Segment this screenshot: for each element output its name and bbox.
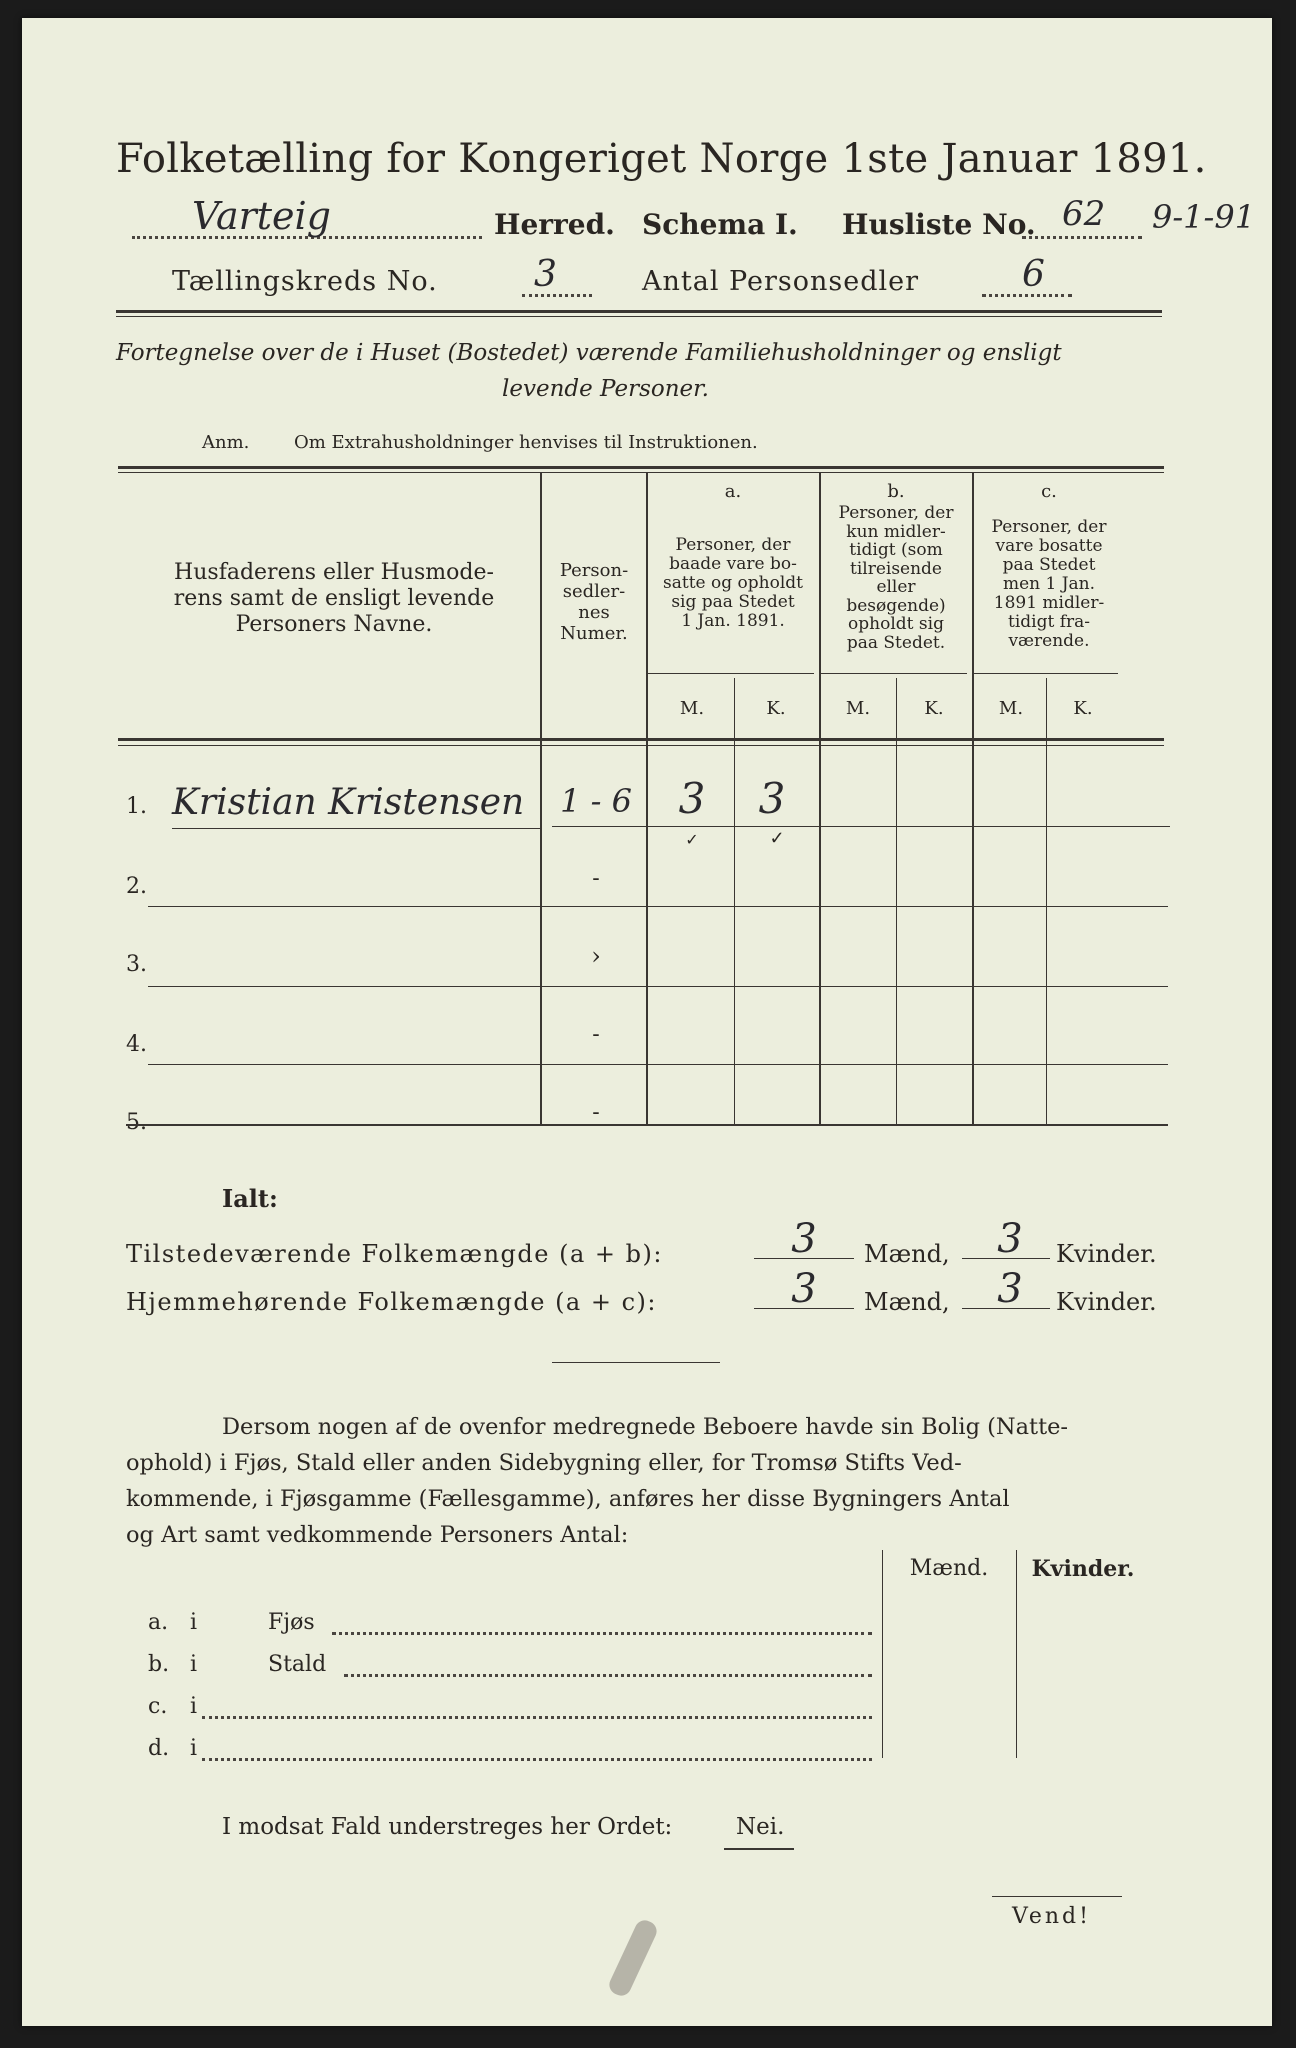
bottom-row-c-dots xyxy=(202,1716,872,1719)
row-1-name: Kristian Kristensen xyxy=(172,782,525,823)
col-divider-a-mk xyxy=(734,678,735,1126)
b-mk-rule xyxy=(819,673,967,674)
hjemme-kvinder: 3 xyxy=(997,1266,1023,1312)
row-5-number: 5. xyxy=(126,1110,147,1135)
ink-blot xyxy=(606,1917,660,1999)
bottom-row-a-letter: a. xyxy=(148,1610,169,1635)
row-4-sedler: - xyxy=(592,1022,600,1047)
anm-text: Om Extrahusholdninger henvises til Instruktionen. xyxy=(294,432,758,453)
herred-value: Varteig xyxy=(192,194,332,238)
bottom-row-b-label: Stald xyxy=(268,1652,327,1677)
bottom-row-a-prefix: i xyxy=(190,1610,198,1635)
schema-label: Schema I. xyxy=(642,208,798,241)
bottom-row-b-dots xyxy=(344,1674,872,1677)
bottom-row-c-letter: c. xyxy=(148,1694,168,1719)
a-m-label: M. xyxy=(679,698,705,719)
header-b-letter: b. xyxy=(887,481,905,502)
table-top-rule-thin xyxy=(118,472,1164,473)
row-3-line xyxy=(148,986,1168,987)
c-m-label: M. xyxy=(998,698,1024,719)
table-header-bottom-rule-thin xyxy=(118,745,1164,746)
row-1-cells-line xyxy=(552,826,1170,827)
tilstede-maend-label: Mænd, xyxy=(864,1240,950,1268)
separator-short-rule xyxy=(552,1362,720,1363)
form-title: Folketælling for Kongeriget Norge 1ste Januar 1891. xyxy=(116,136,1207,182)
row-2-number: 2. xyxy=(126,874,147,899)
header-a: Personer, der baade vare bo- satte og opholdt sig paa Stedet 1 Jan. 1891. xyxy=(663,535,803,631)
kreds-dotted-line xyxy=(522,294,592,297)
row-3-number: 3. xyxy=(126,952,147,977)
hjemme-maend-label: Mænd, xyxy=(864,1288,950,1316)
a-mk-rule xyxy=(646,673,814,674)
nei-underline xyxy=(724,1848,794,1850)
header-c: Personer, der vare bosatte paa Stedet men 1 Jan. 1891 midler- tidigt fra- værende. xyxy=(991,517,1107,651)
row-1-line xyxy=(172,828,540,829)
hjemme-label: Hjemmehørende Folkemængde (a + c): xyxy=(126,1288,657,1316)
bottom-maend-header: Mænd. xyxy=(909,1556,989,1581)
bottom-row-b-letter: b. xyxy=(148,1652,170,1677)
paragraph-line-3: kommende, i Fjøsgamme (Fællesgamme), anføres her disse Bygningers Antal xyxy=(126,1486,1010,1512)
tilstede-kvinder: 3 xyxy=(997,1216,1023,1262)
b-k-label: K. xyxy=(924,698,944,719)
header-rule-thin xyxy=(116,316,1162,317)
herred-label: Herred. xyxy=(494,208,615,241)
vend-label: Vend! xyxy=(1012,1904,1091,1929)
bottom-row-a-dots xyxy=(332,1632,872,1635)
table-bottom-rule xyxy=(126,1124,1168,1126)
paragraph-line-4: og Art samt vedkommende Personers Antal: xyxy=(126,1522,629,1548)
row-1-number: 1. xyxy=(126,794,147,819)
ialt-label: Ialt: xyxy=(222,1184,278,1213)
header-rule-thick xyxy=(116,310,1162,313)
kreds-value: 3 xyxy=(534,254,557,295)
row-2-sedler: - xyxy=(592,866,600,891)
footer-text: I modsat Fald understreges her Ordet: xyxy=(222,1814,673,1840)
antal-value: 6 xyxy=(1022,254,1045,295)
c-mk-rule xyxy=(972,673,1118,674)
antal-label: Antal Personsedler xyxy=(642,266,920,297)
b-m-label: M. xyxy=(845,698,871,719)
table-top-rule xyxy=(118,466,1164,469)
row-4-number: 4. xyxy=(126,1032,147,1057)
husliste-dotted-line xyxy=(1022,236,1142,239)
census-form-page xyxy=(22,18,1272,2026)
anm-label: Anm. xyxy=(202,432,250,453)
header-c-letter: c. xyxy=(1041,481,1057,502)
subtitle-line-1: Fortegnelse over de i Huset (Bostedet) værende Familiehusholdninger og ensligt xyxy=(116,340,1062,366)
tilstede-maend: 3 xyxy=(791,1216,817,1262)
bottom-row-d-prefix: i xyxy=(190,1736,198,1761)
header-personsedler: Person- sedler- nes Numer. xyxy=(559,560,629,644)
col-divider-c-mk xyxy=(1046,678,1047,1126)
margin-date-note: 9-1-91 xyxy=(1152,198,1256,236)
row-2-line xyxy=(148,906,1168,907)
c-k-label: K. xyxy=(1073,698,1093,719)
tilstede-kvinder-label: Kvinder. xyxy=(1056,1240,1157,1268)
row-4-line xyxy=(148,1064,1168,1065)
husliste-label: Husliste No. xyxy=(842,208,1036,241)
bottom-row-d-letter: d. xyxy=(148,1736,170,1761)
bottom-row-a-label: Fjøs xyxy=(268,1610,315,1635)
row-1-a-m: 3 xyxy=(678,774,706,823)
kreds-label: Tællingskreds No. xyxy=(172,266,438,297)
husliste-value: 62 xyxy=(1062,194,1106,234)
row-1-a-k-check: ✓ xyxy=(769,828,785,849)
paragraph-line-1: Dersom nogen af de ovenfor medregnede Beboere havde sin Bolig (Natte- xyxy=(222,1414,1069,1440)
bottom-row-c-prefix: i xyxy=(190,1694,198,1719)
row-1-sedler: 1 - 6 xyxy=(560,782,632,820)
header-b: Personer, der kun midler- tidigt (som tilreisende eller besøgende) opholdt sig paa Stedet. xyxy=(838,503,954,653)
bottom-col-divider-2 xyxy=(1016,1550,1017,1758)
col-divider-b-mk xyxy=(896,678,897,1126)
bottom-row-d-dots xyxy=(202,1758,872,1761)
row-1-a-k: 3 xyxy=(758,774,786,823)
bottom-kvinder-header: Kvinder. xyxy=(1031,1556,1135,1582)
row-3-sedler: › xyxy=(591,942,601,970)
a-k-label: K. xyxy=(766,698,786,719)
subtitle-line-2: levende Personer. xyxy=(502,376,709,402)
tilstede-label: Tilstedeværende Folkemængde (a + b): xyxy=(126,1240,663,1268)
bottom-row-b-prefix: i xyxy=(190,1652,198,1677)
row-5-sedler: - xyxy=(592,1100,600,1125)
header-a-letter: a. xyxy=(724,481,742,502)
hjemme-kvinder-label: Kvinder. xyxy=(1056,1288,1157,1316)
row-1-a-m-check: ✓ xyxy=(685,830,699,849)
paragraph-line-2: ophold) i Fjøs, Stald eller anden Sidebygning eller, for Tromsø Stifts Ved- xyxy=(126,1450,962,1476)
col-divider-names xyxy=(540,472,542,1126)
footer-word-nei: Nei. xyxy=(736,1814,785,1840)
bottom-col-divider-1 xyxy=(882,1550,883,1758)
header-names: Husfaderens eller Husmode- rens samt de ensligt levende Personers Navne. xyxy=(173,560,495,637)
vend-rule xyxy=(992,1896,1122,1897)
hjemme-maend: 3 xyxy=(791,1266,817,1312)
table-header-bottom-rule xyxy=(118,738,1164,741)
